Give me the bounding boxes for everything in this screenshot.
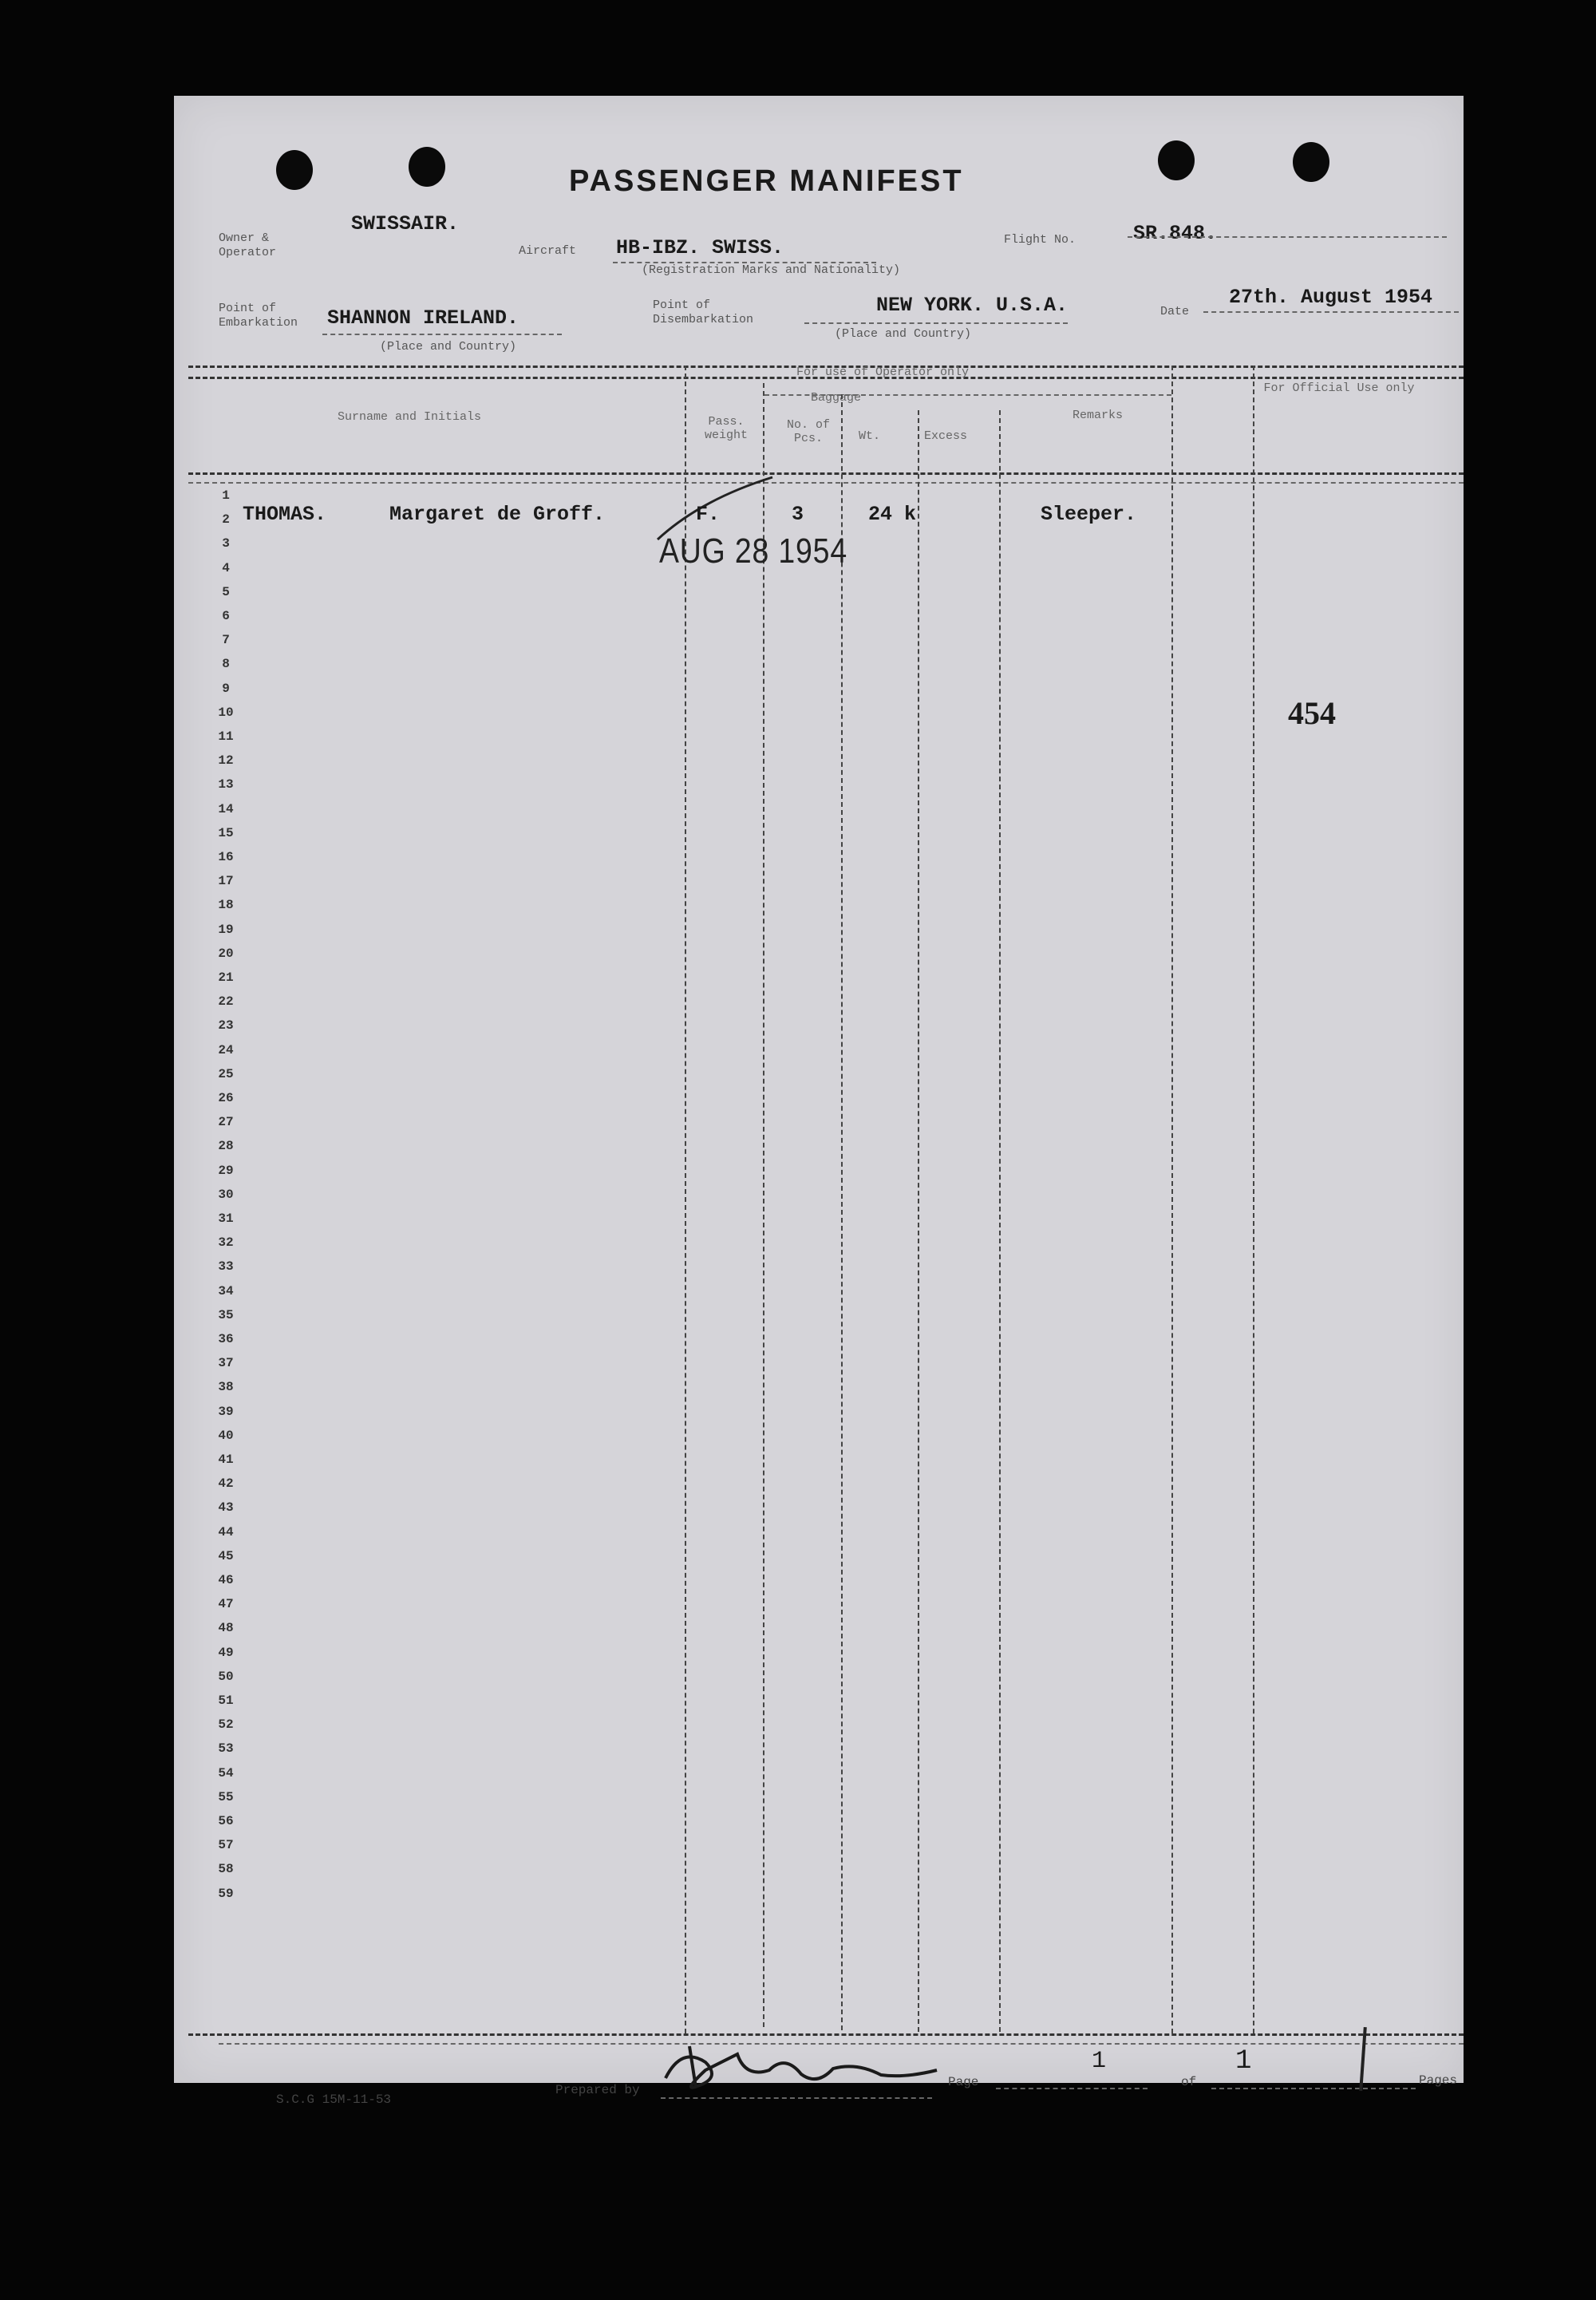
row-number: 47 [218, 1597, 234, 1612]
header-weight: Wt. [859, 429, 881, 443]
disembarkation-sublabel: (Place and Country) [835, 327, 972, 341]
row-number: 31 [218, 1211, 234, 1226]
page-title: PASSENGER MANIFEST [569, 164, 964, 198]
header-excess: Excess [924, 429, 968, 443]
passenger-baggage-weight: 24 k [868, 503, 917, 526]
row-number: 16 [218, 850, 234, 864]
row-number: 25 [218, 1066, 234, 1081]
flight-value: SR.848. [1133, 222, 1218, 245]
row-number: 54 [218, 1765, 234, 1780]
pages-total: 1 [1235, 2046, 1252, 2077]
row-number: 45 [218, 1548, 234, 1563]
header-official-use: For Official Use only [1263, 381, 1415, 395]
header-remarks: Remarks [1073, 409, 1124, 422]
passenger-given-name: Margaret de Groff. [389, 503, 606, 526]
margin-pencil-mark [1359, 2027, 1367, 2091]
row-number: 50 [218, 1669, 234, 1684]
row-number: 18 [218, 898, 234, 913]
of-label: of [1181, 2075, 1197, 2089]
row-number: 12 [218, 753, 234, 769]
header-for-use: For use of Operator only [796, 366, 970, 379]
row-number: 24 [218, 1042, 234, 1057]
reference-number: 454 [1288, 695, 1336, 731]
row-number: 37 [218, 1356, 234, 1371]
prepared-by-label: Prepared by [555, 2083, 640, 2097]
passenger-pass-weight: F. [696, 503, 721, 526]
owner-operator-value: SWISSAIR. [351, 212, 460, 235]
row-number: 51 [218, 1693, 234, 1708]
row-number: 6 [222, 609, 230, 623]
row-number: 46 [218, 1573, 234, 1587]
aircraft-value: HB-IBZ. SWISS. [616, 236, 784, 259]
row-number: 7 [222, 633, 230, 648]
embarkation-label: Point of Embarkation [219, 302, 298, 330]
embarkation-sublabel: (Place and Country) [380, 340, 517, 354]
punch-hole [1158, 140, 1195, 180]
passenger-surname: THOMAS. [243, 503, 327, 526]
date-value: 27th. August 1954 [1229, 286, 1433, 309]
row-number: 40 [218, 1428, 234, 1443]
row-number: 44 [218, 1524, 234, 1539]
page-number: 1 [1092, 2048, 1107, 2075]
row-number: 14 [218, 801, 234, 816]
row-number: 33 [218, 1259, 234, 1274]
row-number: 28 [218, 1139, 234, 1154]
row-number: 36 [218, 1332, 234, 1346]
passenger-remarks: Sleeper. [1041, 503, 1137, 526]
row-number: 13 [218, 777, 234, 792]
header-name: Surname and Initials [338, 410, 482, 424]
row-number: 39 [218, 1404, 234, 1419]
row-number: 17 [218, 874, 234, 889]
row-number: 58 [218, 1862, 234, 1877]
row-number: 34 [218, 1283, 234, 1298]
row-number: 5 [222, 584, 230, 599]
row-number: 35 [218, 1307, 234, 1322]
row-number: 26 [218, 1091, 234, 1105]
row-number: 8 [222, 657, 230, 672]
row-number: 38 [218, 1380, 234, 1395]
row-number: 19 [218, 922, 234, 937]
punch-hole [276, 150, 313, 190]
row-number: 48 [218, 1621, 234, 1636]
date-label: Date [1160, 305, 1190, 318]
row-number: 22 [218, 994, 234, 1010]
page-label: Page [948, 2075, 979, 2089]
row-number: 21 [218, 970, 234, 985]
header-pass-weight: Pass. weight [704, 415, 748, 442]
punch-hole [1293, 142, 1329, 182]
punch-hole [409, 147, 445, 187]
disembarkation-label: Point of Disembarkation [653, 298, 754, 326]
row-number: 41 [218, 1452, 234, 1467]
owner-operator-label: Owner & Operator [219, 231, 277, 259]
row-number: 27 [218, 1115, 234, 1130]
row-number: 43 [218, 1500, 234, 1516]
header-baggage: Baggage [811, 391, 862, 405]
row-number: 23 [218, 1018, 234, 1033]
row-number: 4 [222, 560, 230, 575]
row-number: 49 [218, 1645, 234, 1660]
date-stamp: AUG 28 1954 [659, 532, 847, 571]
row-number: 9 [222, 681, 230, 696]
header-no-of-pcs: No. of Pcs. [786, 418, 830, 445]
row-number: 2 [222, 512, 230, 528]
aircraft-label: Aircraft [519, 244, 577, 258]
row-number: 57 [218, 1838, 234, 1853]
manifest-sheet [174, 96, 1464, 2107]
pages-label: Pages [1419, 2073, 1458, 2088]
row-number: 20 [218, 946, 234, 961]
embarkation-value: SHANNON IRELAND. [327, 306, 519, 330]
row-number: 30 [218, 1187, 234, 1202]
flight-label: Flight No. [1004, 233, 1077, 247]
row-number: 52 [218, 1717, 234, 1733]
row-number: 55 [218, 1789, 234, 1804]
row-number: 11 [218, 729, 234, 744]
row-number: 10 [218, 705, 234, 720]
passenger-baggage-pieces: 3 [792, 503, 804, 526]
row-number: 42 [218, 1476, 234, 1492]
row-number: 53 [218, 1741, 234, 1757]
row-number: 1 [222, 488, 230, 503]
preparer-signature [650, 2030, 985, 2102]
row-number: 59 [218, 1886, 234, 1901]
disembarkation-value: NEW YORK. U.S.A. [876, 294, 1069, 317]
row-number: 3 [222, 536, 230, 551]
row-number: 15 [218, 825, 234, 840]
row-number: 32 [218, 1235, 234, 1251]
row-number: 29 [218, 1163, 234, 1178]
aircraft-sublabel: (Registration Marks and Nationality) [642, 263, 901, 277]
form-code: S.C.G 15M-11-53 [276, 2093, 392, 2107]
row-number: 56 [218, 1814, 234, 1828]
